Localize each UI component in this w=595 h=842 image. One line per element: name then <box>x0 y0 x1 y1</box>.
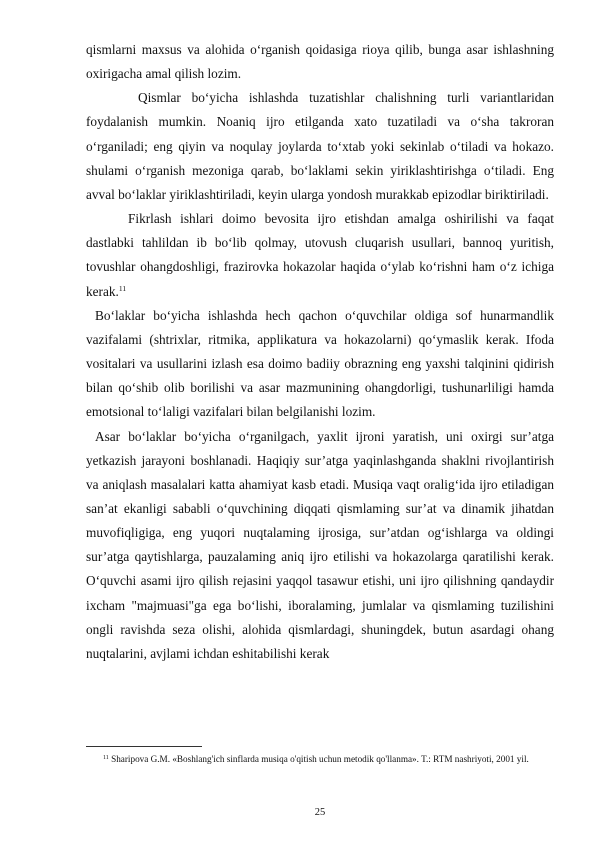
footnote <box>86 753 554 767</box>
page-body <box>86 38 554 666</box>
paragraph: Asar bo‘laklar bo‘yicha o‘rganilgach, yaxlit ijroni yaratish, uni oxirgi sur’atga yetkazish jarayoni boshlanadi. Haqiqiy sur’atga yaqinlashganda shaklni rivojlantirish va aniqlash masalalari katta ahamiyat kasb etadi. Musiqa vaqt oralig‘ida ijro etiladigan san’at ekanligi sababli o‘quvchining diqqati qismlaming sur’at va dinamik jihatdan muvofiqligiga, eng yuqori nuqtalaming ijrosiga, sur’atdan og‘ishlarga va oldingi sur’atga qaytishlarga, pauzalaming aniq ijro etilishi va hokazolarga qaratilishi kerak. O‘quvchi asami ijro qilish rejasini yaqqol tasawur etishi, uni ijro qilishning qandaydir ixcham "majmuasi"ga ega bo‘lishi, iboralaming, jumlalar va qismlaming tuzilishini ongli ravishda seza olishi, alohida qismlardagi, shuningdek, butun asardagi ohang nuqtalarini, avjlami ichdan eshitabilishi kerak <box>86 428 554 661</box>
paragraph <box>86 207 554 304</box>
page-number: 25 <box>314 807 326 818</box>
paragraph: Qismlar bo‘yicha ishlashda tuzatishlar chalishning turli variantlaridan foydalanish mumkin. Noaniq ijro etilganda xato tuzatiladi va o‘sha takroran o‘rganiladi; eng qiyin va noqulay joylarda to‘xtab yoki sekinlab o‘tiladi va hokazo. shulami o‘rganish mezoniga qarab, bo‘laklami sekin yiriklashtirishga o‘tiladi. Eng avval bo‘laklar yiriklashtiriladi, keyin ularga yondosh murakkab epizodlar biriktiriladi. <box>86 90 554 202</box>
footnote-number: 11 <box>103 755 109 761</box>
footnote-reference[interactable]: 11 <box>118 283 127 293</box>
paragraph: Bo‘laklar bo‘yicha ishlashda hech qachon o‘quvchilar oldiga sof hunarmandlik vazifalami (shtrixlar, ritmika, applikatura va hokazolarni) qo‘ymaslik kerak. Ifoda vositalari va usullarini izlash esa doimo badiiy obrazning eng yaxshi talqinini qidirish bilan qo‘shib olib borilishi va asar mazmunining ohangdorligi, tushunarliligi hamda emotsional to‘laligi vazifalari bilan belgilanishi lozim. <box>86 307 554 420</box>
paragraph: qismlarni maxsus va alohida o‘rganish qoidasiga rioya qilib, bunga asar ishlashning oxirigacha amal qilish lozim. <box>86 42 554 82</box>
footnote-divider <box>86 746 202 747</box>
footnote-text: Sharipova G.M. «Boshlang'ich sinflarda musiqa o'qitish uchun metodik qo'llanma». T.: RTM nashriyoti, 2001 yil. <box>111 754 529 764</box>
paragraph-text: Fikrlash ishlari doimo bevosita ijro etishdan amalga oshirilishi va faqat dastlabki tahlildan ib bo‘lib qolmay, utovush cluqarish usullari, bannoq yuritish, tovushlar ohangdoshligi, frazirovka hokazolar haqida o‘ylab ko‘rishni ham o‘z ichiga kerak. <box>86 211 554 299</box>
